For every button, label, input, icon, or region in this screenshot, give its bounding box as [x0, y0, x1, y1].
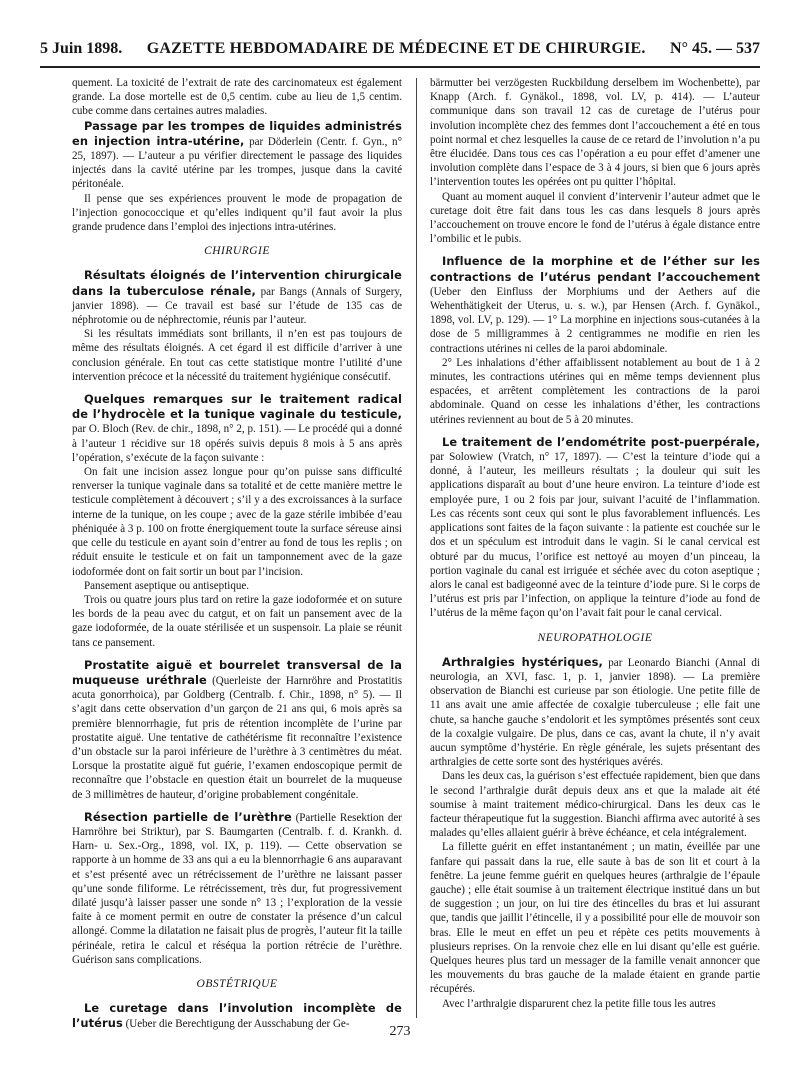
article-arthralgies [430, 655, 760, 770]
journal-title: GAZETTE HEBDOMADAIRE DE MÉDECINE ET DE CHIRURGIE. [146, 40, 646, 57]
article-title: Quelques remarques sur le traitement radical de l’hydrocèle et la tunique vaginale du testicule, [72, 392, 402, 422]
paragraph: bärmutter bei verzögesten Ruckbildung derselbem im Wochenbette), par Knapp (Arch. f. Gynäkol., 1898, vol. LV, p. 414). — L’auteur communique dans son travail 12 cas de curetage de l’utérus pour involution incomplète chez des femmes dont l’accouchement a été en tous point normal et chez lesquelles la cause de ce retard de l’involution n’a pu être élucidée. Dans tous ces cas l’opération a eu pour effet d’amener une involution complète dans l’espace de 3 à 4 jours, si bien que 6 jours après l’intervention toutes les opérées ont pu quitter l’hôpital. [430, 77, 760, 189]
page-number: 273 [389, 1024, 411, 1039]
article-title: Influence de la morphine et de l’éther sur les contractions de l’utérus pendant l’accouchement [430, 254, 760, 284]
paragraph: quement. La toxicité de l’extrait de rate des carcinomateux est également grande. La dose mortelle est de 0,5 centim. cube au lieu de 1,5 centim. cube comme dans certaines autres maladies. [72, 77, 402, 118]
paragraph: Pansement aseptique ou antiseptique. [84, 579, 250, 592]
article-title: Passage par les trompes de liquides administrés en injection intra-utérine, [72, 118, 402, 148]
article-hydrocele [72, 392, 402, 465]
article-body: par Solowiew (Vratch, n° 17, 1897). — C’est la teinture d’iode qui a donné, à l’auteur, les meilleurs résultats ; la douleur qui suit les applications disparaît au bout d’une heure environ. La teinture d’iode est employée pure, 1 ou 2 fois par jour, suivant l’acuité de l’inflammation. Les cas récents sont ceux qui sont le plus favorablement influencés. Les applications sont faites de la façon suivante : la patiente est couchée sur le dos et un spéculum est introduit dans le vagin. Si le canal cervical est obturé par du mucus, l’orifice est nettoyé au moyen d’un pinceau, la portion vaginale du canal est irriguée et séchée avec du coton aseptique ; alors le canal est badigeonné avec de la teinture d’iode pure. Si le corps de l’utérus est pris par l’infection, on applique la teinture d’iode au fond de l’utérus de la même façon qu’on l’avait fait pour le canal cervical. [430, 451, 760, 620]
header-rule [40, 66, 760, 68]
article-body: par Döderlein (Centr. f. Gyn., n° 25, 1897). — L’auteur a pu vérifier directement le passage des liquides injectés dans la cavité utérine par les trompes, jusque dans la cavité péritonéale. [72, 135, 402, 191]
article-body: par Bangs (Annals of Surgery, janvier 1898). — Ce travail est basé sur l’étude de 135 cas de néphrotomie ou de néphrectomie, réunis par l’auteur. [72, 285, 402, 327]
article-title: Le traitement de l’endométrite post-puerpérale, [442, 434, 760, 449]
article-resection-urethre [72, 810, 402, 967]
article-endometrite [430, 435, 760, 621]
paragraph: Quant au moment auquel il convient d’intervenir l’auteur admet que le curetage doit être fait dans tous les cas dans lesquels 8 jours après l’accouchement on trouve encore le fond de l’utérus à égale distance entre l’ombilic et le pubis. [430, 190, 760, 246]
left-column [72, 76, 402, 1031]
paragraph: 2° Les inhalations d’éther affaiblissent notablement au bout de 1 à 2 minutes, les contractions utérines qui en même temps deviennent plus espacées, et arrêtent complètement les contractions de la paroi abdominale. Quand on cesse les inhalations d’éther, les contractions utérines reviennent au bout de 5 à 20 minutes. [430, 356, 760, 426]
section-heading-obstetrique: OBSTÉTRIQUE [196, 977, 278, 990]
paragraph: On fait une incision assez longue pour qu’on puisse sans difficulté renverser la tunique vaginale dans sa totalité et de cette manière mettre le testicule complètement à découvert ; s’il y a des excroissances à la surface interne de la tunique, on les coupe ; avec de la gaze stérile imbibée d’eau phéniquée à 3 p. 100 on frotte énergiquement toute la surface séreuse ainsi que celle du testicule en ayant soin d’entrer au fond de tous les replis ; on réduit ensuite le testicule et on fait un tamponnement avec de la gaze iodoformée dont on fait sortir un bout par l’incision. [72, 466, 402, 578]
paragraph: Dans les deux cas, la guérison s’est effectuée rapidement, bien que dans le second l’arthralgie durât depuis deux ans et que la malade ait été soumise à maint traitement médico-chirurgical. Dans les deux cas le facteur thérapeutique fut la suggestion. Bianchi affirma avec autorité à ses malades qu’elles allaient guérir à brève échéance, et cela intégralement. [430, 770, 760, 840]
article-body: (Ueber den Einfluss der Morphiums und der Aethers auf die Wehenthätigkeit der Uterus, u. s. w.), par Hensen (Arch. f. Gynäkol., 1898, vol. LV, p. 129). — 1° La morphine en injections sous-cutanées à la dose de 5 milligrammes à 2 centigrammes ne modifie en rien les contractions utérines ni celles de la paroi abdominale. [430, 285, 760, 355]
article-tuberculose-renale [72, 268, 402, 327]
article-title: Arthralgies hystériques, [442, 654, 603, 669]
article-title: Prostatite aiguë et bourrelet transversal de la muqueuse uréthrale [72, 657, 402, 687]
paragraph: La fillette guérit en effet instantanément ; un matin, éveillée par une fanfare qui passait dans la rue, elle saute à bas de son lit et court à la fenêtre. La jeune femme guérit en quelques heures (arthralgie de l’épaule gauche) ; elle était soumise à un traitement électrique institué dans un but de suggestion ; un jour, on lui tire des étincelles du bras et lui assurant que, tandis que jaillit l’étincelle, il y a possibilité pour elle de mouvoir son bras. Elle le meut en effet un peu et répète ces petits mouvements à plusieurs reprises. On la renvoie chez elle en lui disant qu’elle est guérie. Quelques heures plus tard un messager de la famille venait annoncer que les mouvements du bras gauche de la malade étaient en grande partie récupérés. [430, 841, 760, 996]
paragraph: Avec l’arthralgie disparurent chez la petite fille tous les autres [442, 997, 716, 1010]
article-title: Le curetage dans l’involution incomplète de l’utérus [72, 1001, 402, 1031]
paragraph: Trois ou quatre jours plus tard on retire la gaze iodoformée et on suture les bords de la peau avec du catgut, et on fait un pansement avec de la gaze iodoformée, de la ouate stérilisée et un suspensoir. La plaie se réunit tans ce pansement. [72, 593, 402, 649]
article-title: Résultats éloignés de l’intervention chirurgicale dans la tuberculose rénale, [72, 268, 402, 298]
paragraph: Il pense que ses expériences prouvent le mode de propagation de l’injection gonococcique et qu’elles indiquent qu’il faut avoir la plus grande prudence dans l’emploi des injections intra-utérines. [72, 192, 402, 234]
article-body: par Leonardo Bianchi (Annal di neurologia, an XVI, fasc. 1, p. 1, janvier 1898). — La première observation de Bianchi est curieuse par son étiologie. Une petite fille de 11 ans avait une amie affectée de coxalgie tuberculeuse ; elle fait une chute, sa hanche gauche s’endolorit et les symptômes présentés sont ceux de la coxalgie vulgaire. De plus, dans ce cas, avant la chute, il n’y avait aucun symptôme d’hystérie. En règle générale, les sujets présentant des arthralgies de cette sorte sont des hystériques avérés. [430, 656, 760, 769]
article-passage-trompes [72, 119, 402, 192]
section-heading-neuropathologie: NEUROPATHOLOGIE [537, 631, 653, 644]
article-body: (Querleiste der Harnröhre and Prostatitis acuta gonorrhoica), par Goldberg (Centralb. f. Chir., 1898, n° 5). — Il s’agit dans cette observation d’un garçon de 21 ans qui, 6 mois après sa première blennorrhagie, fut pris de rétention incomplète de l’urine par prostatite aiguë. Une tentative de cathétérisme fit reconnaître l’existence d’un obstacle sur la paroi inférieure de l’urèthre à 3 centimètres du méat. Lorsque la prostatite aiguë fut guérie, l’examen endoscopique permit de reconnaître que l’obstacle en question était un bourrelet de la muqueuse de 3 millimètres de hauteur, d’origine probablement congénitale. [72, 674, 402, 801]
right-column [430, 76, 760, 1018]
article-prostatite [72, 658, 402, 802]
article-body: (Partielle Resektion der Harnröhre bei Striktur), par S. Baumgarten (Centralb. f. d. Krankh. d. Harn- u. Sex.-Org., 1898, vol. IX, p. 119). — Cette observation se rapporte à un homme de 33 ans qui a eu la blennorrhagie 6 ans auparavant et s’est présenté avec un rétrécissement de l’urèthre ne laissant passer qu’une sonde filiforme. Le rétrécissement, très dur, fut progressivement dilaté jusqu’à laisser passer une sonde n° 13 ; l’exploration de la vessie faite à ce moment permit en outre de constater la présence d’un calcul allongé. Comme la dilatation ne faisait plus de progrès, l’auteur fit la taille périnéale, retira le calcul et réséqua la portion rétrécie de l’urèthre. Guérison sans complications. [72, 811, 402, 966]
running-header [40, 40, 760, 64]
article-body: par O. Bloch (Rev. de chir., 1898, n° 2, p. 151). — Le procédé qui a donné à l’auteur 1 récidive sur 18 opérés suivis depuis 8 mois à 5 ans après l’opération, s’exécute de la façon suivante : [72, 423, 402, 464]
article-body: (Ueber die Berechtigung der Ausschabung der Ge- [122, 1018, 350, 1031]
column-divider [416, 78, 417, 1018]
header-date: 5 Juin 1898. [40, 40, 123, 57]
two-column-body [72, 76, 760, 1031]
article-morphine-ether [430, 254, 760, 355]
issue-and-page: N° 45. — 537 [670, 40, 760, 57]
article-title: Résection partielle de l’urèthre [84, 809, 292, 824]
paragraph: Si les résultats immédiats sont brillants, il n’en est pas toujours de même des résultats éloignés. A cet égard il est difficile d’arriver à une conclusion générale. En tout cas cette statistique montre l’utilité d’une intervention précoce et la nécessité du traitement hygiénique consécutif. [72, 328, 402, 383]
section-heading-chirurgie: CHIRURGIE [204, 245, 270, 258]
